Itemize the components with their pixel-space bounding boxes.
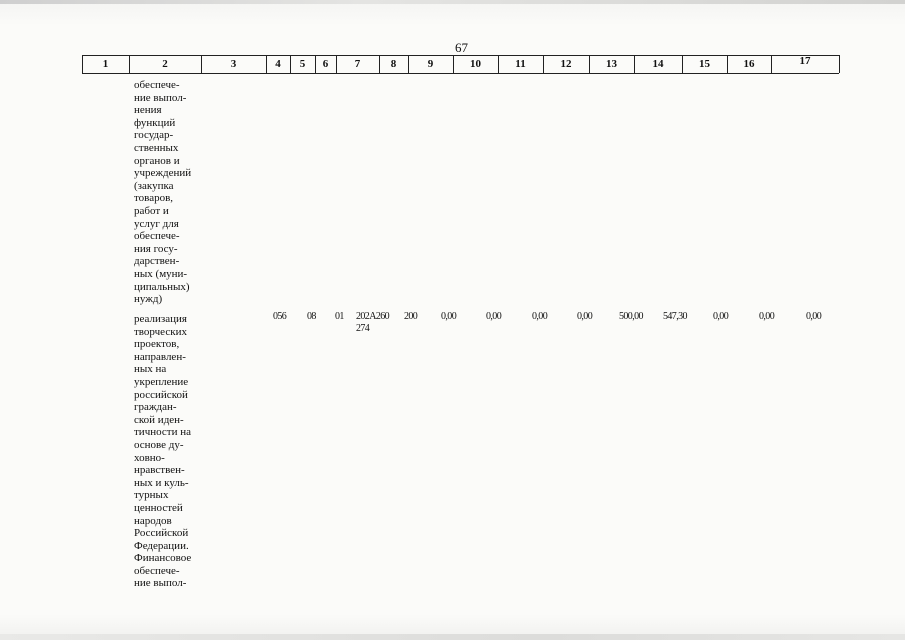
- row-2-col-17: 0,00: [806, 311, 822, 322]
- description-line: ние выпол-: [134, 577, 187, 590]
- row-2-col-7-line2: 274: [356, 323, 370, 334]
- row-2-col-4: 056: [273, 311, 287, 322]
- description-line: ценностей: [134, 501, 183, 514]
- row-2-col-11: 0,00: [532, 311, 548, 322]
- row-2-col-13: 500,00: [619, 311, 643, 322]
- header-col-10: 10: [470, 58, 481, 70]
- header-divider: [771, 55, 772, 73]
- header-col-1: 1: [102, 58, 109, 70]
- row-2-col-15: 0,00: [713, 311, 729, 322]
- description-line: услуг для: [134, 217, 179, 230]
- description-line: российской: [134, 388, 188, 401]
- description-line: ния госу-: [134, 242, 178, 255]
- description-line: ховно-: [134, 451, 165, 464]
- header-col-3: 3: [230, 58, 237, 70]
- header-col-14: 14: [652, 58, 664, 70]
- description-line: ных и куль-: [134, 476, 189, 489]
- header-divider: [379, 55, 380, 73]
- row-2-col-8: 200: [404, 311, 418, 322]
- header-divider: [290, 55, 291, 73]
- header-divider: [727, 55, 728, 73]
- description-line: народов: [134, 514, 172, 527]
- description-line: Российской: [134, 527, 189, 540]
- description-line: работ и: [134, 204, 169, 217]
- description-line: (закупка: [134, 179, 174, 192]
- header-col-5: 5: [299, 58, 306, 70]
- description-line: нения: [134, 104, 162, 117]
- description-line: нужд): [134, 293, 163, 306]
- description-line: ние выпол-: [134, 91, 187, 104]
- header-divider: [315, 55, 316, 73]
- row-2-col-16: 0,00: [759, 311, 775, 322]
- description-line: ных на: [134, 363, 167, 376]
- header-col-9: 9: [427, 58, 434, 70]
- row-2-col-9: 0,00: [441, 311, 457, 322]
- description-line: тичности на: [134, 426, 191, 439]
- description-line: товаров,: [134, 192, 174, 205]
- header-divider: [839, 55, 840, 73]
- description-line: основе ду-: [134, 438, 184, 451]
- row-2-description: [134, 313, 191, 590]
- description-line: ципальных): [134, 280, 190, 293]
- description-line: обеспече-: [134, 564, 180, 577]
- description-line: органов и: [134, 154, 180, 167]
- header-divider: [453, 55, 454, 73]
- description-line: государ-: [134, 129, 174, 142]
- header-divider: [634, 55, 635, 73]
- header-col-15: 15: [699, 58, 710, 70]
- header-col-16: 16: [743, 58, 755, 70]
- description-line: ных (муни-: [134, 267, 188, 280]
- description-line: функций: [134, 116, 176, 129]
- scan-edge-top: [0, 0, 905, 4]
- header-divider: [682, 55, 683, 73]
- description-line: турных: [134, 489, 169, 502]
- header-col-13: 13: [606, 58, 617, 70]
- description-line: укрепление: [134, 375, 189, 388]
- row-2-col-10: 0,00: [486, 311, 502, 322]
- header-col-8: 8: [390, 58, 397, 70]
- description-line: учреждений: [134, 167, 192, 180]
- header-col-4: 4: [275, 58, 281, 70]
- header-col-6: 6: [322, 58, 329, 70]
- row-2-col-14: 547,30: [663, 311, 687, 322]
- table-header-row: [82, 55, 839, 74]
- description-line: граждан-: [134, 401, 177, 414]
- page-number: 67: [455, 40, 468, 55]
- header-divider: [336, 55, 337, 73]
- header-col-11: 11: [515, 58, 526, 70]
- header-divider: [543, 55, 544, 73]
- description-line: нравствен-: [134, 464, 185, 477]
- header-col-17: 17: [799, 55, 811, 67]
- description-line: обеспече-: [134, 230, 180, 243]
- row-2-col-7-line1: 202A260: [356, 311, 390, 322]
- header-col-12: 12: [560, 58, 572, 70]
- row-2-col-12: 0,00: [577, 311, 593, 322]
- description-line: ственных: [134, 141, 179, 154]
- description-line: проектов,: [134, 338, 180, 351]
- description-line: Финансовое: [134, 552, 192, 565]
- row-2-col-5: 08: [307, 311, 316, 322]
- header-divider: [82, 55, 83, 73]
- description-line: творческих: [134, 325, 187, 338]
- header-divider: [408, 55, 409, 73]
- description-line: ской иден-: [134, 413, 184, 426]
- description-line: обеспече-: [134, 79, 180, 91]
- scan-edge-bottom: [0, 634, 905, 640]
- header-divider: [129, 55, 130, 73]
- header-divider: [201, 55, 202, 73]
- header-col-2: 2: [162, 58, 168, 70]
- description-line: дарствен-: [134, 255, 180, 268]
- header-divider: [589, 55, 590, 73]
- description-line: направлен-: [134, 350, 186, 363]
- header-col-7: 7: [354, 58, 361, 70]
- header-divider: [266, 55, 267, 73]
- header-divider: [498, 55, 499, 73]
- description-line: реализация: [134, 313, 187, 325]
- row-1-description: [134, 79, 191, 306]
- description-line: Федерации.: [134, 539, 189, 552]
- row-2-col-6: 01: [335, 311, 344, 322]
